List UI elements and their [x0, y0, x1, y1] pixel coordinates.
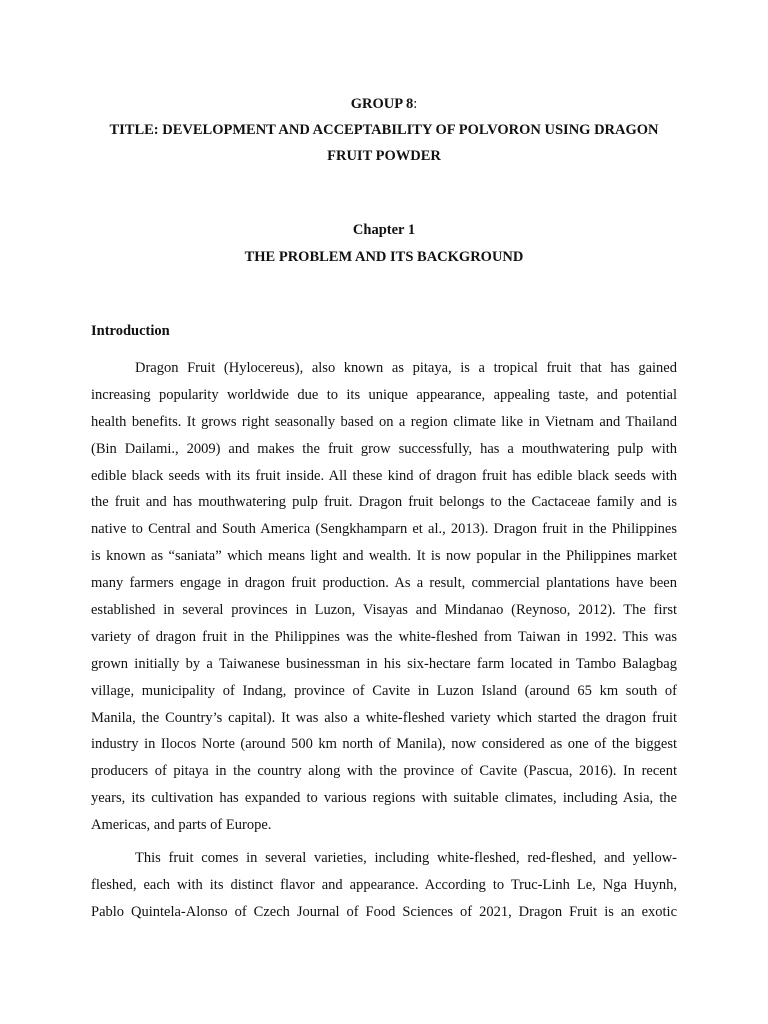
paragraph-line: village, municipality of Indang, province of Cavite in Luzon Island (around 65 km south of	[91, 682, 677, 699]
paragraph-line: edible black seeds with its fruit inside. All these kind of dragon fruit has edible black seeds with	[91, 467, 677, 484]
paragraph-line: increasing popularity worldwide due to its unique appearance, appealing taste, and potential	[91, 386, 677, 403]
section-heading: Introduction	[91, 323, 170, 339]
group-text: GROUP 8	[350, 96, 414, 112]
paragraph-line: many farmers engage in dragon fruit production. As a result, commercial plantations have been	[91, 575, 677, 592]
chapter-number: Chapter 1	[352, 222, 416, 238]
paragraph-line: established in several provinces in Luzon, Visayas and Mindanao (Reynoso, 2012). The first	[91, 602, 677, 619]
paragraph-line: (Bin Dailami., 2009) and makes the fruit grow successfully, has a mouthwatering pulp with	[91, 440, 677, 457]
paragraph-line: Pablo Quintela-Alonso of Czech Journal of Food Sciences of 2021, Dragon Fruit is an exotic	[91, 903, 677, 920]
paragraph-2	[91, 845, 677, 926]
document-title-line-2: FRUIT POWDER	[327, 148, 441, 164]
paragraph-line: Dragon Fruit (Hylocereus), also known as pitaya, is a tropical fruit that has gained	[135, 360, 677, 376]
paragraph-line: fleshed, each with its distinct flavor and appearance. According to Truc-Linh Le, Nga Huynh,	[91, 876, 677, 893]
chapter-title: THE PROBLEM AND ITS BACKGROUND	[244, 249, 524, 265]
paragraph-line: grown initially by a Taiwanese businessman in his six-hectare farm located in Tambo Balagbag	[91, 655, 677, 672]
group-label	[0, 96, 768, 113]
paragraph-line: the fruit and has mouthwatering pulp fruit. Dragon fruit belongs to the Cactaceae family and is	[91, 494, 677, 511]
paragraph-line: years, its cultivation has expanded to various regions with suitable climates, including Asia, the	[91, 790, 677, 807]
paragraph-line: native to Central and South America (Sengkhamparn et al., 2013). Dragon fruit in the Philippines	[91, 521, 677, 538]
paragraph-1	[91, 355, 677, 839]
paragraph-line: health benefits. It grows right seasonally based on a region climate like in Vietnam and Thailand	[91, 413, 677, 430]
paragraph-line: This fruit comes in several varieties, including white-fleshed, red-fleshed, and yellow-	[135, 850, 677, 866]
paragraph-line: variety of dragon fruit in the Philippines was the white-fleshed from Taiwan in 1992. This was	[91, 628, 677, 645]
paragraph-line: Americas, and parts of Europe.	[91, 817, 272, 834]
group-colon: :	[413, 96, 418, 112]
paragraph-line: industry in Ilocos Norte (around 500 km north of Manila), now considered as one of the biggest	[91, 736, 677, 753]
paragraph-line: is known as “saniata” which means light and wealth. It is now popular in the Philippines market	[91, 548, 677, 565]
paragraph-line: Manila, the Country’s capital). It was also a white-fleshed variety which started the dragon fruit	[91, 709, 677, 726]
document-title-line-1: TITLE: DEVELOPMENT AND ACCEPTABILITY OF POLVORON USING DRAGON	[109, 122, 659, 138]
paragraph-line: producers of pitaya in the country along with the province of Cavite (Pascua, 2016). In recent	[91, 763, 677, 780]
